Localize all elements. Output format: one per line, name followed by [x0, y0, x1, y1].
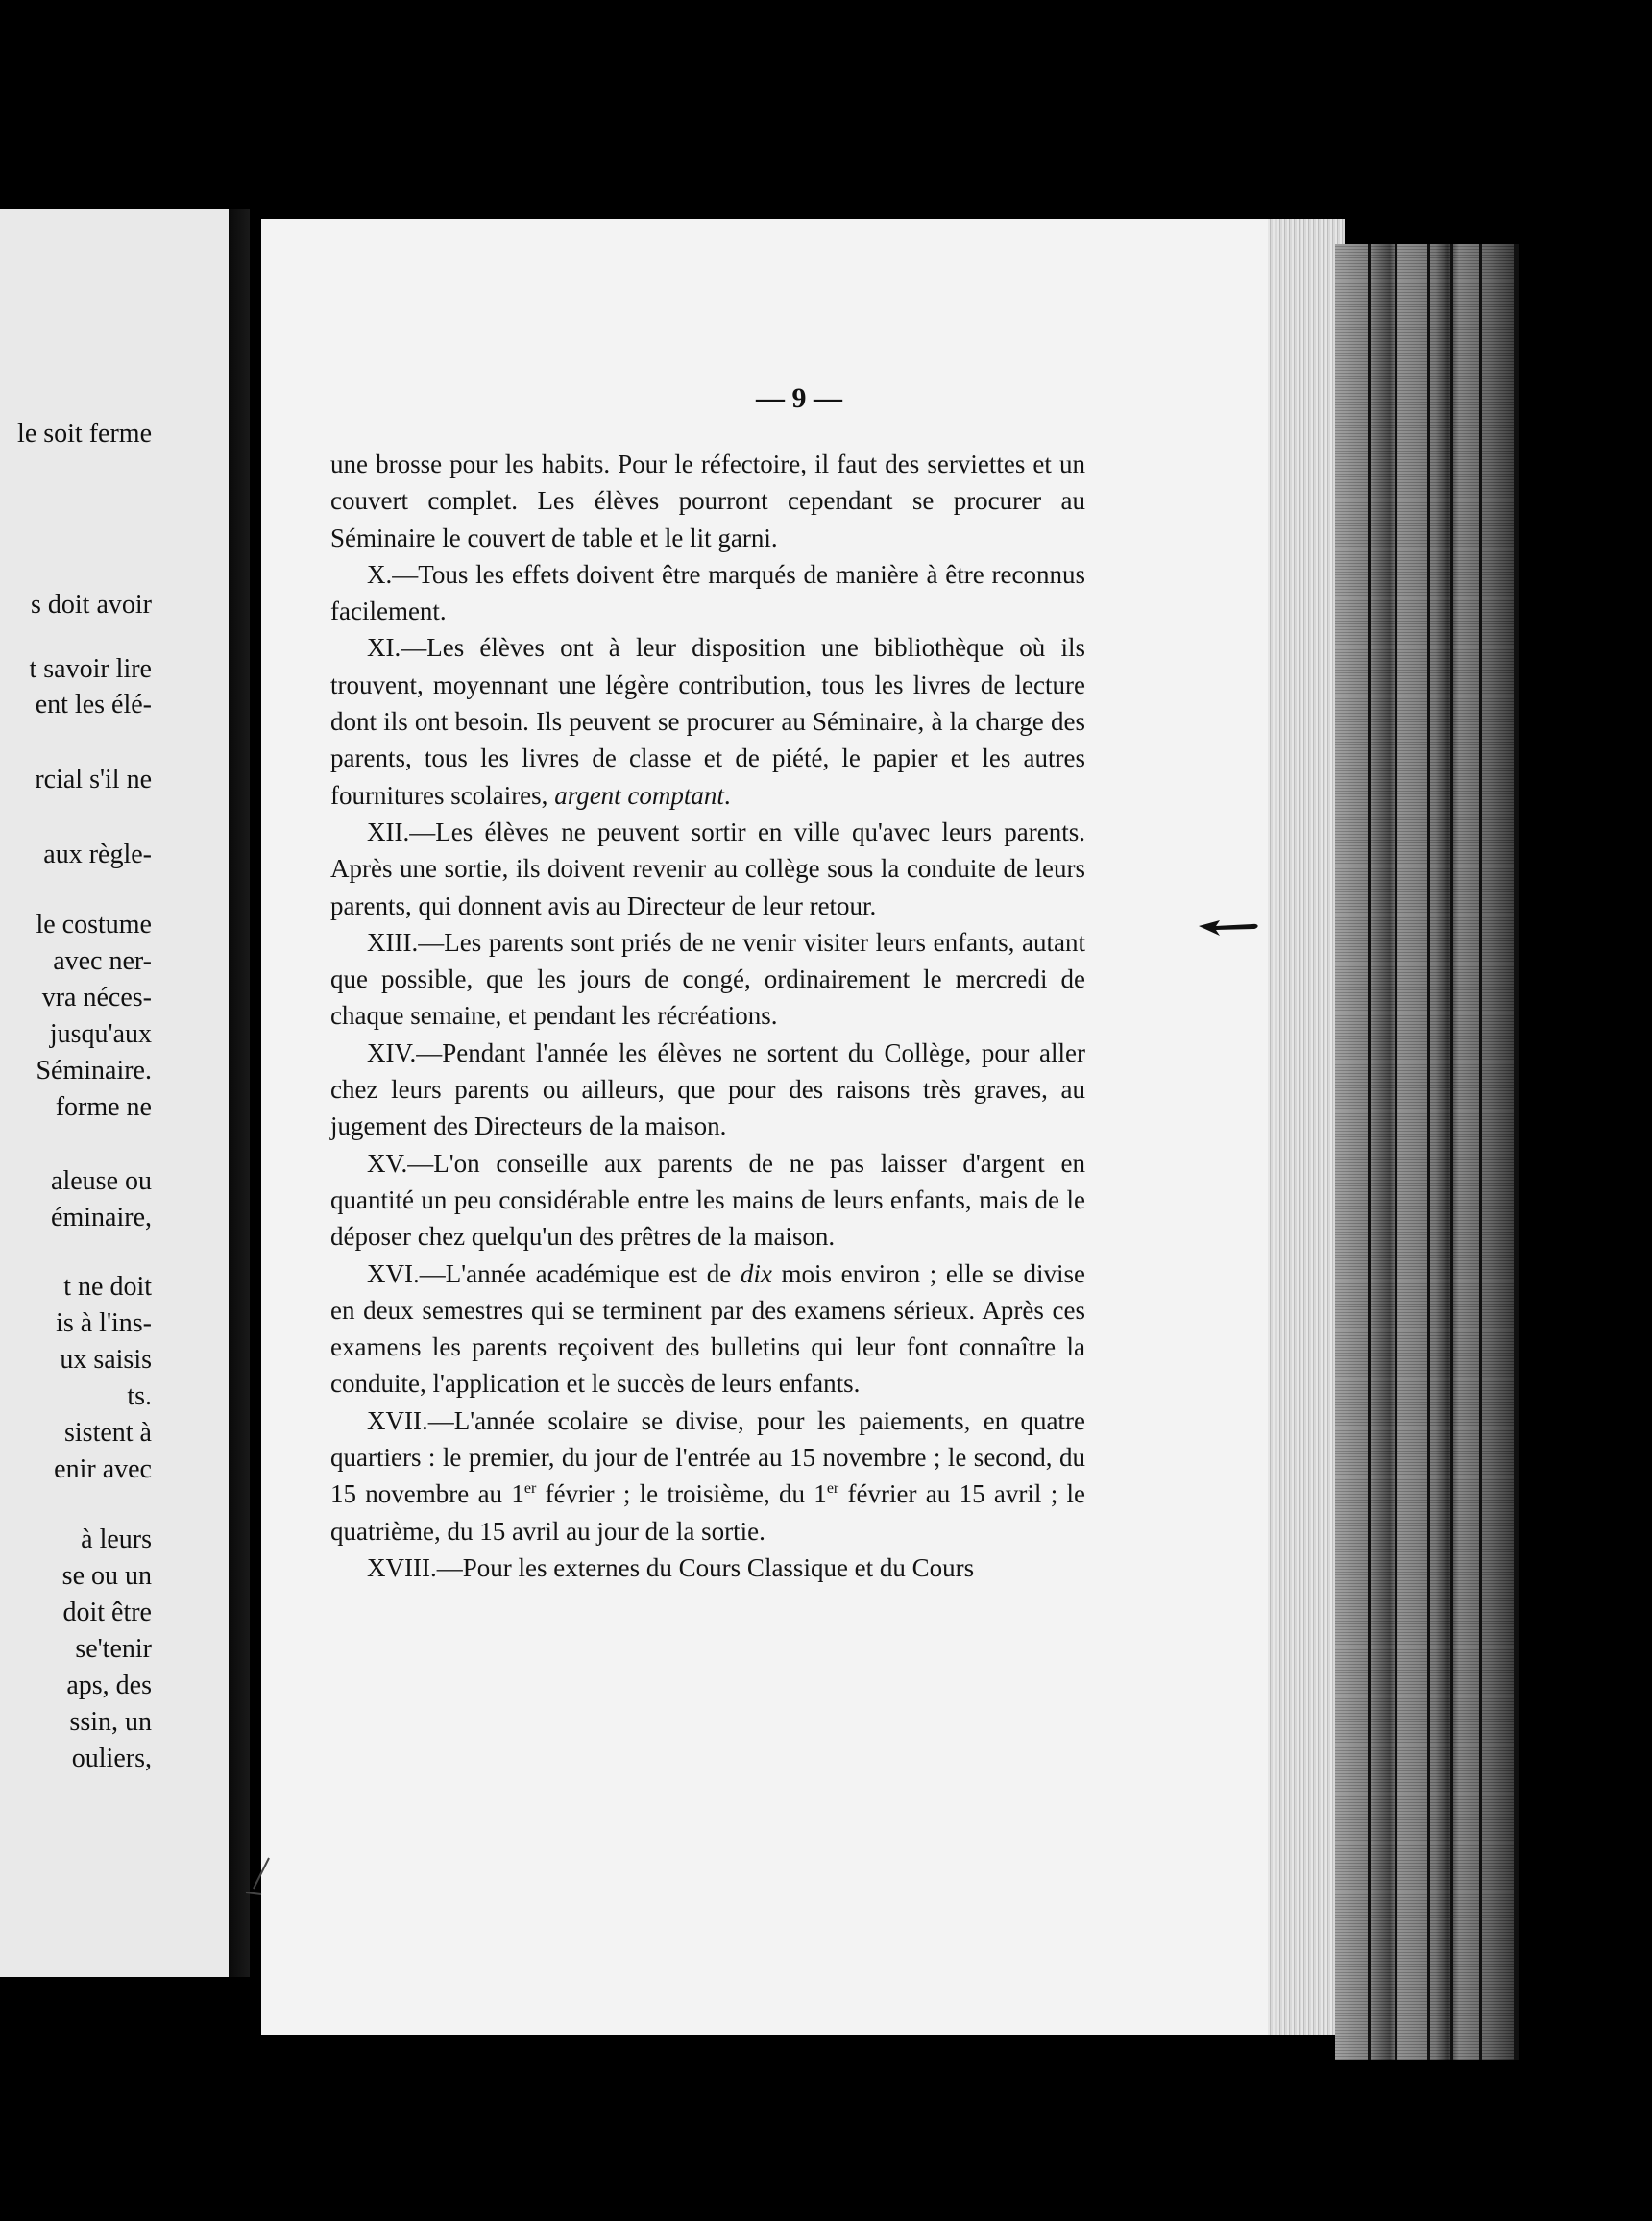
paragraph — [330, 1256, 1085, 1403]
paragraph-text: une brosse pour les habits. Pour le réfectoire, il faut des serviettes et un couvert complet. Les élèves pourront cependant se procurer au Séminaire le couvert de table et le lit garni. — [330, 450, 1085, 552]
left-page-line: ssin, un — [69, 1707, 152, 1737]
paragraph-text: XVI.—L'année académique est de — [367, 1258, 741, 1288]
left-page-line: ouliers, — [71, 1744, 152, 1773]
left-page-line: rcial s'il ne — [35, 765, 152, 794]
paragraph — [330, 1550, 1085, 1586]
paragraph-text: X.—Tous les effets doivent être marqués de manière à être reconnus facilement. — [330, 559, 1085, 626]
paragraph-text: XI.—Les élèves ont à leur disposition une bibliothèque où ils trouvent, moyennant une légère contribution, tous les livres de lecture dont ils ont besoin. Ils peuvent se procurer au Séminaire, à la charge des parents, tous les livres de classe et de piété, le papier et les autres fournitures scolaires, — [330, 633, 1085, 810]
paragraph — [330, 1145, 1085, 1256]
arrow-mark-icon — [1197, 913, 1264, 941]
left-page-line: forme ne — [55, 1092, 152, 1122]
left-page-line: jusqu'aux — [49, 1019, 152, 1049]
paragraph — [330, 924, 1085, 1035]
book-gutter — [229, 209, 250, 1977]
paragraph — [330, 1035, 1085, 1145]
left-page — [0, 209, 229, 1977]
paragraph-text: . — [723, 780, 731, 810]
left-page-line: se ou un — [61, 1561, 152, 1591]
paragraph-text: février au 15 avril ; le quatrième, du 15 avril au jour de la sortie. — [330, 1479, 1085, 1546]
paragraph — [330, 814, 1085, 924]
left-page-line: t ne doit — [63, 1272, 152, 1302]
paragraph-text: février ; le troisième, du 1 — [536, 1479, 827, 1509]
right-page — [261, 219, 1337, 2035]
paragraph-text: mois environ ; elle se divise en deux semestres qui se terminent par des examens sérieux. Après ces examens les parents reçoivent des bulletins qui leur font connaître la conduite, l'application et le succès de leurs enfants. — [330, 1258, 1085, 1399]
paragraph-text: XV.—L'on conseille aux parents de ne pas laisser d'argent en quantité un peu considérable entre les mains de leurs enfants, mais de le déposer chez quelqu'un des prêtres de la maison. — [330, 1148, 1085, 1252]
paragraph-text: XIII.—Les parents sont priés de ne venir visiter leurs enfants, autant que possible, que les jours de congé, ordinairement le mercredi de chaque semaine, et pendant les récréations. — [330, 927, 1085, 1031]
paragraph-text: XIV.—Pendant l'année les élèves ne sortent du Collège, pour aller chez leurs parents ou ailleurs, que pour des raisons très graves, au jugement des Directeurs de la maison. — [330, 1037, 1085, 1141]
left-page-line: s doit avoir — [31, 590, 152, 620]
left-page-line: le soit ferme — [17, 419, 152, 449]
left-page-line: ent les élé- — [35, 690, 152, 720]
emphasis-text: argent comptant — [554, 780, 724, 810]
left-page-line: avec ner- — [53, 946, 152, 976]
paragraph — [330, 556, 1085, 630]
left-page-line: vra néces- — [41, 983, 152, 1013]
paragraph-text: XII.—Les élèves ne peuvent sortir en ville qu'avec leurs parents. Après une sortie, ils doivent revenir au collège sous la conduite de leurs parents, qui donnent avis au Directeur de leur retour. — [330, 817, 1085, 920]
page-body — [330, 446, 1085, 1586]
left-page-line: ts. — [127, 1381, 152, 1411]
left-page-line: aps, des — [66, 1671, 152, 1700]
superscript-text: er — [826, 1480, 839, 1498]
left-page-line: enir avec — [54, 1454, 152, 1484]
paragraph — [330, 446, 1085, 556]
left-page-line: t savoir lire — [29, 654, 152, 684]
left-page-line: Séminaire. — [36, 1056, 152, 1086]
page-number: — 9 — — [756, 382, 842, 414]
paragraph — [330, 1403, 1085, 1550]
left-page-line: sistent à — [64, 1418, 152, 1448]
paragraph-text: XVIII.—Pour les externes du Cours Classique et du Cours — [367, 1552, 975, 1582]
page-stack — [1335, 244, 1518, 2060]
page-edge-texture — [1268, 219, 1345, 2035]
left-page-line: le costume — [36, 910, 152, 940]
left-page-line: ux saisis — [60, 1345, 152, 1375]
emphasis-text: dix — [740, 1258, 772, 1288]
paragraph-text: XVII.—L'année scolaire se divise, pour les paiements, en quatre quartiers : le premier, du jour de l'entrée au 15 novembre ; le second, du 15 novembre au 1 — [330, 1405, 1085, 1509]
left-page-line: se'tenir — [75, 1634, 152, 1664]
left-page-line: doit être — [62, 1598, 152, 1627]
left-page-line: is à l'ins- — [56, 1308, 152, 1338]
left-page-line: éminaire, — [51, 1203, 152, 1233]
paragraph — [330, 629, 1085, 813]
left-page-line: aux règle- — [43, 840, 152, 869]
left-page-line: aleuse ou — [51, 1166, 152, 1196]
ink-mark-icon — [240, 1854, 279, 1902]
left-page-line: à leurs — [81, 1525, 152, 1554]
superscript-text: er — [523, 1480, 537, 1498]
